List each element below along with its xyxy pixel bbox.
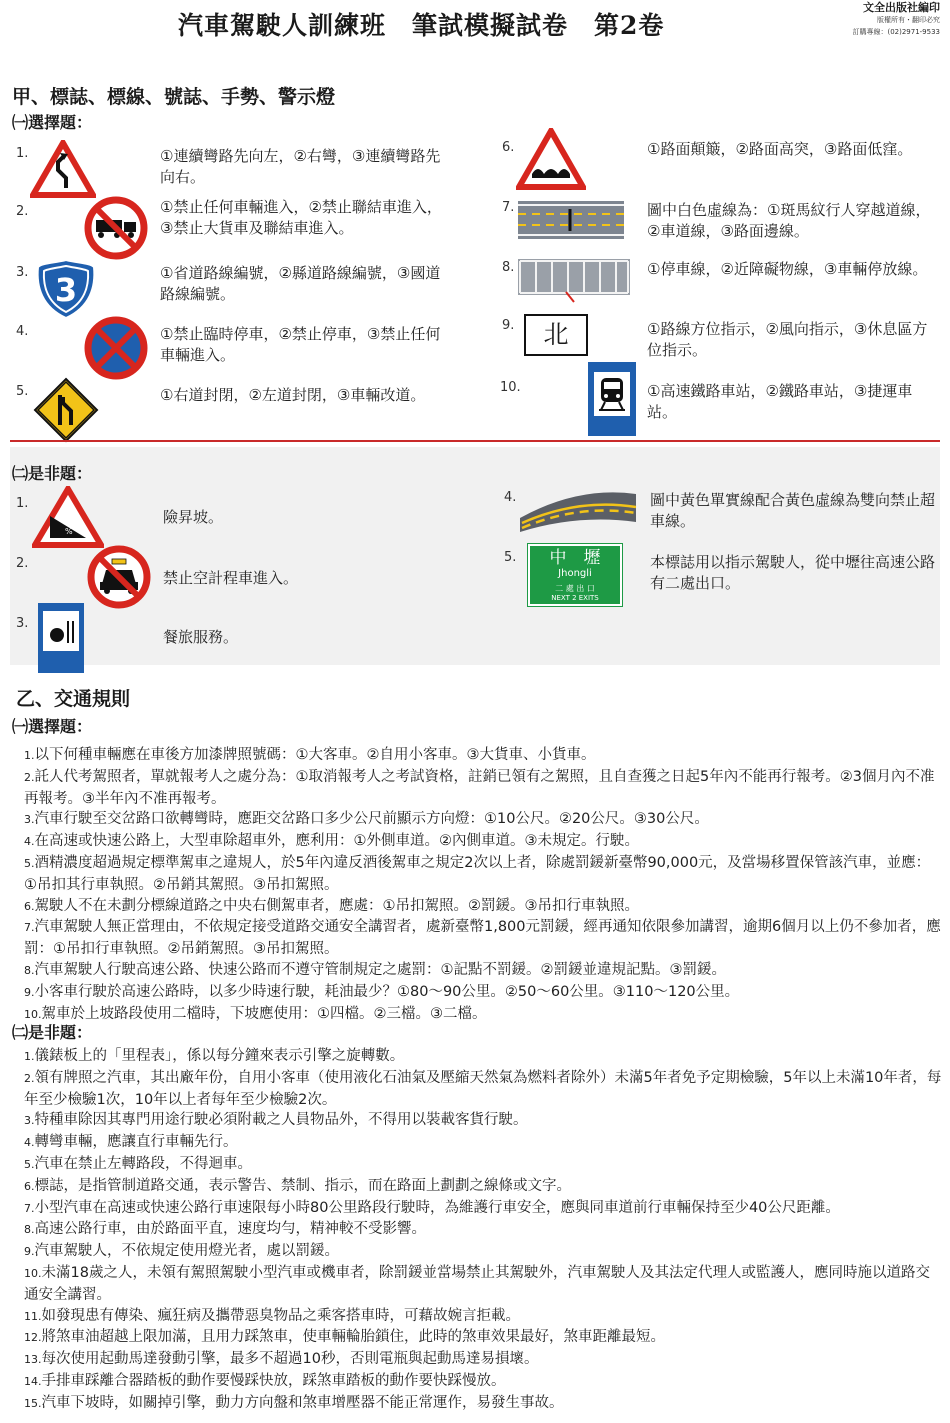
question-number: 2. [16, 204, 29, 219]
list-item: 9.小客車行駛於高速公路時，以多少時速行駛，耗油最少？①80～90公里。②50～60公里。③110～120公里。 [24, 983, 740, 1000]
page-title: 汽車駕駛人訓練班 筆試模擬試卷 第2卷 [178, 11, 665, 40]
list-item: 3.特種車除因其專門用途行駛必須附載之人員物品外，不得用以裝載客貨行駛。 [24, 1112, 528, 1129]
list-item: 1.儀錶板上的「里程表」，係以每分鐘來表示引擎之旋轉數。 [24, 1048, 405, 1064]
part-a-tf-heading: ㈡是非題： [12, 464, 93, 483]
question-number: 10. [500, 380, 521, 395]
publisher-order-line: 訂購專線：(02)2971-9533 [852, 28, 940, 36]
exit-sign-exits-english: NEXT 2 EXITS [551, 594, 599, 602]
list-item: 15.汽車下坡時，如關掉引擎，動力方向盤和煞車增壓器不能正常運作，易發生事故。 [24, 1394, 564, 1411]
list-item: 2.託人代考駕照者，單就報考人之處分為：①取消報考人之考試資格，註銷已領有之駕照，且自查獲之日起5年內不能再行報考。②3個月內不准再報考。③半年內不准再報考。 [24, 768, 935, 807]
list-item: 7.小型汽車在高速或快速公路行車速限每小時80公里路段行駛時，為維護行車安全，應與同車道前行車輛保持至少40公尺距離。 [24, 1199, 840, 1216]
question-text: ①停車線，②近障礙物線，③車輛停放線。 [647, 260, 928, 278]
question-number: 9. [502, 318, 515, 333]
no-stopping-sign [84, 316, 148, 380]
question-text: 險昇坡。 [163, 508, 224, 526]
list-item: 7.汽車駕駛人無正當理由，不依規定接受道路交通安全講習者，處新臺幣1,800元罰鍰，經再通知依限參加講習，逾期6個月以上仍不參加者，應罰：①吊扣行車執照。②吊銷駕照。③吊扣駕照。 [24, 919, 941, 958]
traffic-rules-choice-list [24, 745, 942, 1025]
question-text: 餐旅服務。 [163, 628, 239, 646]
food-service-sign [38, 603, 84, 673]
question-text: ①禁止任何車輛進入，②禁止聯結車進入，③禁止大貨車及聯結車進入。 [160, 198, 442, 237]
list-item: 12.將煞車油超越上限加滿，且用力踩煞車，使車輛輪胎鎖住，此時的煞車效果最好，煞車距離最短。 [24, 1329, 665, 1346]
question-number: 1. [16, 146, 29, 161]
list-item: 10.未滿18歲之人，未領有駕照駕駛小型汽車或機車者，除罰鍰並當場禁止其駕駛外，汽車駕駛人及其法定代理人或監護人，應同時施以道路交通安全講習。 [24, 1264, 930, 1303]
question-text: ①路線方位指示，②風向指示，③休息區方位指示。 [647, 320, 928, 359]
exit-sign-exits-chinese: 二 處 出 口 [555, 584, 595, 593]
traffic-rules-tf-list [24, 1046, 942, 1415]
list-item: 8.高速公路行車，由於路面平直，速度均勻，精神較不受影響。 [24, 1221, 426, 1238]
question-number: 3. [16, 265, 29, 280]
list-item: 3.汽車行駛至交岔路口欲轉彎時，應距交岔路口多少公尺前顯示方向燈：①10公尺。②20公尺。③30公尺。 [24, 811, 709, 828]
question-number: 2. [16, 556, 29, 571]
yellow-no-passing-lines [516, 484, 640, 534]
list-item: 14.手排車踩離合器踏板的動作要慢踩快放，踩煞車踏板的動作要快踩慢放。 [24, 1372, 506, 1389]
question-text: ①連續彎路先向左，②右彎，③連續彎路先向右。 [160, 147, 441, 186]
list-item: 2.領有牌照之汽車，其出廠年份，自用小客車（使用液化石油氣及壓縮天然氣為燃料者除外）未滿5年者免予定期檢驗，5年以上未滿10年者，每年至少檢驗1次，10年以上者每年至少檢驗2次。 [24, 1069, 942, 1108]
question-number: 5. [504, 550, 517, 565]
question-text: ①省道路線編號，②縣道路線編號，③國道路線編號。 [160, 264, 441, 303]
part-b-choice-heading: ㈠選擇題： [12, 717, 93, 736]
train-station-sign [588, 362, 636, 436]
svg-text:%: % [65, 527, 73, 536]
part-a-heading: 甲、標誌、標線、號誌、手勢、警示燈 [12, 86, 336, 108]
list-item: 1.以下何種車輛應在車後方加漆牌照號碼：①大客車。②自用小客車。③大貨車、小貨車。 [24, 747, 596, 763]
question-number: 4. [16, 324, 29, 339]
exit-sign-chinese-name: 中 壢 [549, 548, 601, 568]
list-item: 4.在高速或快速公路上，大型車除超車外，應利用：①外側車道。②內側車道。③未規定。行駛。 [24, 833, 639, 850]
list-item: 4.轉彎車輛，應讓直行車輛先行。 [24, 1134, 238, 1151]
winding-road-warning-sign [30, 140, 96, 198]
question-text: 禁止空計程車進入。 [163, 569, 299, 587]
question-number: 6. [502, 140, 515, 155]
svg-text:3: 3 [54, 271, 78, 309]
list-item: 5.汽車在禁止左轉路段，不得迴車。 [24, 1155, 252, 1172]
list-item: 6.駕駛人不在未劃分標線道路之中央右側駕車者，應處：①吊扣駕照。②罰鍰。③吊扣行車執照。 [24, 897, 639, 914]
question-number: 1. [16, 496, 29, 511]
steep-hill-sign [32, 486, 104, 548]
no-trailer-trucks-sign [84, 196, 148, 260]
north-direction-sign: 北 [524, 314, 588, 356]
national-route-3-shield [34, 257, 98, 321]
question-text: 本標誌用以指示駕駛人，從中壢往高速公路有二處出口。 [650, 553, 936, 592]
question-text: ①禁止臨時停車，②禁止停車，③禁止任何車輛進入。 [160, 325, 441, 364]
bumpy-road-sign [516, 128, 586, 190]
question-number: 3. [16, 616, 29, 631]
section-divider [10, 440, 940, 442]
jhongli-exit-sign [528, 544, 622, 606]
publisher-info [852, 2, 940, 38]
question-text: ①右道封閉，②左道封閉，③車輛改道。 [160, 386, 426, 404]
question-number: 5. [16, 384, 29, 399]
lane-closed-sign [33, 377, 99, 443]
question-number: 8. [502, 260, 515, 275]
question-text: 圖中黃色單實線配合黃色虛線為雙向禁止超車線。 [650, 491, 936, 530]
publisher-name: 文全出版社編印 [863, 1, 940, 14]
question-text: ①高速鐵路車站，②鐵路車站，③捷運車站。 [647, 382, 913, 421]
list-item: 11.如發現患有傳染、瘋狂病及攜帶惡臭物品之乘客搭車時，可藉故婉言拒載。 [24, 1307, 520, 1324]
part-b-heading: 乙、交通規則 [16, 688, 131, 710]
list-item: 13.每次使用起動馬達發動引擎，最多不超過10秒，否則電瓶與起動馬達易損壞。 [24, 1351, 539, 1368]
question-number: 4. [504, 490, 517, 505]
list-item: 8.汽車駕駛人行駛高速公路、快速公路而不遵守管制規定之處罰：①記點不罰鍰。②罰鍰並違規記點。③罰鍰。 [24, 961, 726, 978]
list-item: 6.標誌，是指管制道路交通，表示警告、禁制、指示，而在路面上劃劃之線條或文字。 [24, 1177, 571, 1194]
question-number: 7. [502, 200, 515, 215]
list-item: 5.酒精濃度超過規定標準駕車之違規人，於5年內違反酒後駕車之規定2次以上者，除處罰鍰新臺幣90,000元，及當場移置保管該汽車，並應：①吊扣其行車執照。②吊銷其駕照。③吊扣駕照。 [24, 854, 931, 893]
list-item: 10.駕車於上坡路段使用二檔時，下坡應使用：①四檔。②三檔。③二檔。 [24, 1005, 487, 1022]
list-item: 9.汽車駕駛人，不依規定使用燈光者，處以罰鍰。 [24, 1243, 339, 1260]
part-b-tf-heading: ㈡是非題： [12, 1023, 93, 1042]
lane-line-marking [518, 201, 624, 239]
exit-sign-english-name: Jhongli [558, 568, 592, 579]
parking-line-marking [518, 259, 630, 303]
part-a-choice-heading: ㈠選擇題： [12, 113, 93, 132]
publisher-rights: 版權所有・翻印必究 [877, 16, 940, 24]
question-text: ①路面顛簸，②路面高突，③路面低窪。 [647, 140, 913, 158]
question-text: 圖中白色虛線為：①斑馬紋行人穿越道線，②車道線，③路面邊線。 [647, 201, 931, 240]
no-empty-taxi-sign [86, 544, 152, 610]
